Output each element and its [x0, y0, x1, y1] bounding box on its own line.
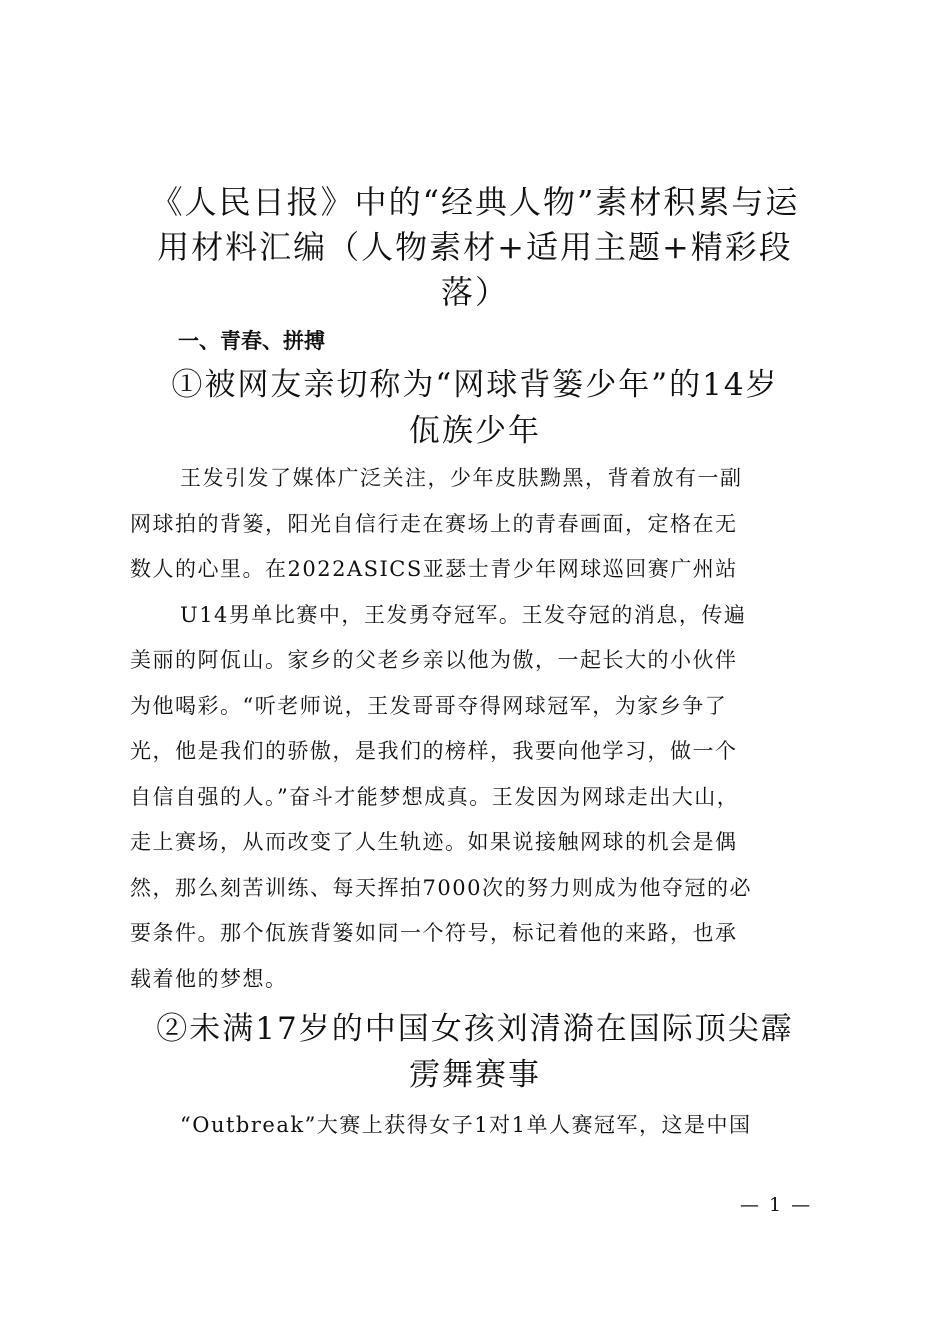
paragraph-line: 光，他是我们的骄傲，是我们的榜样，我要向他学习，做一个 [130, 739, 738, 763]
paragraph-line: 数人的心里。在2022ASICS亚瑟士青少年网球巡回赛广州站 [130, 557, 738, 581]
paragraph-line: 然，那么刻苦训练、每天挥拍7000次的努力则成为他夺冠的必 [130, 875, 752, 900]
title-line: 用材料汇编（人物素材+适用主题+精彩段 [157, 228, 793, 266]
paragraph-line: U14男单比赛中，王发勇夺冠军。王发夺冠的消息，传遍 [180, 602, 747, 627]
item-paragraph [130, 456, 830, 1002]
item-heading-line: 雳舞赛事 [409, 1057, 541, 1093]
paragraph-line: 走上赛场，从而改变了人生轨迹。如果说接触网球的机会是偶 [130, 830, 738, 854]
paragraph-line: 自信自强的人。”奋斗才能梦想成真。王发因为网球走出大山， [130, 784, 740, 809]
paragraph-line: 为他喝彩。“听老师说，王发哥哥夺得网球冠军，为家乡争了 [130, 693, 728, 718]
page-number: — 1 — [740, 1194, 813, 1216]
paragraph-line: 网球拍的背篓，阳光自信行走在赛场上的青春画面，定格在无 [130, 511, 738, 536]
item-heading [120, 362, 830, 454]
title-line: 落） [440, 273, 509, 311]
item-heading-line: ②未满17岁的中国女孩刘清漪在国际顶尖霹 [156, 1011, 794, 1047]
paragraph-line: 美丽的阿佤山。家乡的父老乡亲以他为傲，一起长大的小伙伴 [130, 648, 738, 672]
item-heading [120, 1006, 830, 1098]
paragraph-line: “Outbreak”大赛上获得女子1对1单人赛冠军，这是中国 [180, 1113, 752, 1137]
paragraph-line: 要条件。那个佤族背篓如同一个符号，标记着他的来路，也承 [130, 921, 738, 945]
item-paragraph [130, 1103, 830, 1149]
title-line: 《人民日报》中的“经典人物”素材积累与运 [150, 183, 800, 221]
document-title [120, 180, 830, 315]
paragraph-line: 载着他的梦想。 [130, 966, 288, 991]
paragraph-line: 王发引发了媒体广泛关注，少年皮肤黝黑，背着放有一副 [180, 466, 743, 490]
section-heading: 一、青春、拼搏 [178, 329, 325, 353]
item-heading-line: ①被网友亲切称为“网球背篓少年”的14岁 [171, 367, 779, 403]
item-heading-line: 佤族少年 [409, 413, 541, 449]
